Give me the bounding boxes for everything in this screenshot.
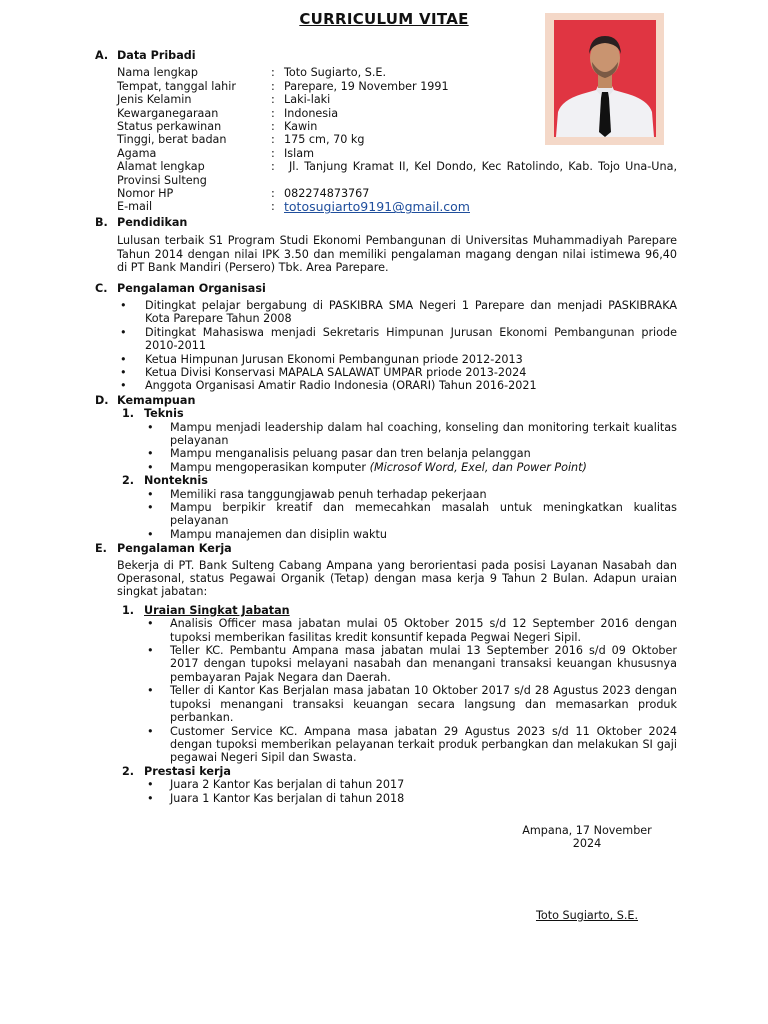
list-item: • Teller di Kantor Kas Berjalan masa jabatan 10 Oktober 2017 s/d 28 Agustus 2023 dengan tupoksi menangani transaksi keuangan secara langsung dan memasarkan produk perbankan. <box>117 684 677 724</box>
section-work-heading: E. Pengalaman Kerja <box>95 542 232 556</box>
section-skills-heading: D. Kemampuan <box>95 393 196 407</box>
achievement-list <box>117 778 677 805</box>
section-personal-data-heading: A. Data Pribadi <box>95 49 196 62</box>
work-block <box>117 604 677 805</box>
skills-nontechnical-heading: 2. Nonteknis <box>122 474 208 488</box>
section-education-heading: B. Pendidikan <box>95 215 188 229</box>
list-item: • Ketua Himpunan Jurusan Ekonomi Pembangunan priode 2012-2013 <box>117 353 677 366</box>
row-phone: Nomor HP : 082274873767 <box>117 187 370 201</box>
work-achievement-heading: 2. Prestasi kerja <box>122 764 231 778</box>
nontechnical-skills-list <box>117 488 677 542</box>
list-item: • Analisis Officer masa jabatan mulai 05 Oktober 2015 s/d 12 September 2016 dengan tupoksi memberikan fasilitas kredit konsuntif kepada Pegwai Negeri Sipil. <box>117 617 677 644</box>
list-item: • Ketua Divisi Konservasi MAPALA SALAWAT UMPAR priode 2013-2024 <box>117 366 677 379</box>
job-description-list <box>117 617 677 764</box>
skills-block <box>117 407 677 541</box>
list-item: • Ditingkat Mahasiswa menjadi Sekretaris Himpunan Jurusan Ekonomi Pembangunan priode 2010-2011 <box>117 326 677 353</box>
list-item: • Teller KC. Pembantu Ampana masa jabatan mulai 13 September 2016 s/d 09 Oktober 2017 dengan tupoksi melayani nasabah dan menangani transaksi keuangan khususnya pembayaran Pajak Negara dan Daerah. <box>117 644 677 684</box>
row-address: Alamat lengkap : <box>117 160 275 174</box>
email-link[interactable]: totosugiarto9191@gmail.com <box>284 199 470 215</box>
list-item: • Memiliki rasa tanggungjawab penuh terhadap pekerjaan <box>117 488 677 501</box>
list-item: • Mampu manajemen dan disiplin waktu <box>117 528 677 541</box>
education-text: Lulusan terbaik S1 Program Studi Ekonomi Pembangunan di Universitas Muhammadiyah Parepare Tahun 2014 dengan nilai IPK 3.50 dan memiliki pengalaman magang dengan nilai istimewa 96,40 di PT Bank Mandiri (Persero) Tbk. Area Parepare. <box>117 234 677 275</box>
row-nationality: Kewarganegaraan : Indonesia <box>117 106 339 120</box>
personal-data-list <box>117 66 677 214</box>
list-item: • Mampu berpikir kreatif dan memecahkan masalah untuk meningkatkan kualitas pelayanan <box>117 501 677 528</box>
list-item: • Juara 1 Kantor Kas berjalan di tahun 2018 <box>117 792 677 805</box>
row-nama: Nama lengkap : Toto Sugiarto, S.E. <box>117 66 387 80</box>
work-text: Bekerja di PT. Bank Sulteng Cabang Ampana yang berorientasi pada posisi Layanan Nasabah dan Operasonal, status Pegawai Organik (Tetap) dengan masa kerja 9 Tahun 2 Bulan. Adapun uraian singkat jabatan: <box>117 558 677 599</box>
list-item: • Ditingkat pelajar bergabung di PASKIBRA SMA Negeri 1 Parepare dan menjadi PASKIBRAKA Kota Parepare Tahun 2008 <box>117 299 677 326</box>
technical-skills-list <box>117 421 677 475</box>
list-item: • Mampu menjadi leadership dalam hal coaching, konseling dan monitoring terkait kualitas pelayanan <box>117 421 677 448</box>
row-email: E-mail : totosugiarto9191@gmail.com <box>117 199 470 215</box>
cv-content <box>95 48 677 805</box>
place-date: Ampana, 17 November 2024 <box>522 824 652 851</box>
address-value: Jl. Tanjung Kramat II, Kel Dondo, Kec Ratolindo, Kab. Tojo Una-Una, Provinsi Sulteng <box>117 160 677 187</box>
list-item: • Mampu menganalisis peluang pasar dan tren belanja pelanggan <box>117 447 677 460</box>
row-height-weight: Tinggi, berat badan : 175 cm, 70 kg <box>117 133 365 147</box>
skills-technical-heading: 1. Teknis <box>122 407 184 421</box>
list-item: • Customer Service KC. Ampana masa jabatan 29 Agustus 2023 s/d 11 Oktober 2024 dengan tupoksi memberikan pelayanan terkait produk perbangkan dan melakukan SI gaji pegawai Negeri Sipil dan Swasta. <box>117 725 677 765</box>
list-item: • Anggota Organisasi Amatir Radio Indonesia (ORARI) Tahun 2016-2021 <box>117 379 677 392</box>
row-marital: Status perkawinan : Kawin <box>117 120 318 134</box>
section-organization-heading: C. Pengalaman Organisasi <box>95 281 266 295</box>
list-item: • Mampu mengoperasikan komputer (Microsof Word, Exel, dan Power Point) <box>117 461 677 474</box>
row-religion: Agama : Islam <box>117 146 314 160</box>
row-gender: Jenis Kelamin : Laki-laki <box>117 93 331 107</box>
organization-list <box>117 299 677 393</box>
signature-name: Toto Sugiarto, S.E. <box>535 909 639 922</box>
document-title: CURRICULUM VITAE <box>299 10 469 28</box>
list-item: • Juara 2 Kantor Kas berjalan di tahun 2017 <box>117 778 677 791</box>
job-description-heading: 1. Uraian Singkat Jabatan <box>122 603 290 617</box>
row-ttl: Tempat, tanggal lahir : Parepare, 19 November 1991 <box>117 79 449 93</box>
